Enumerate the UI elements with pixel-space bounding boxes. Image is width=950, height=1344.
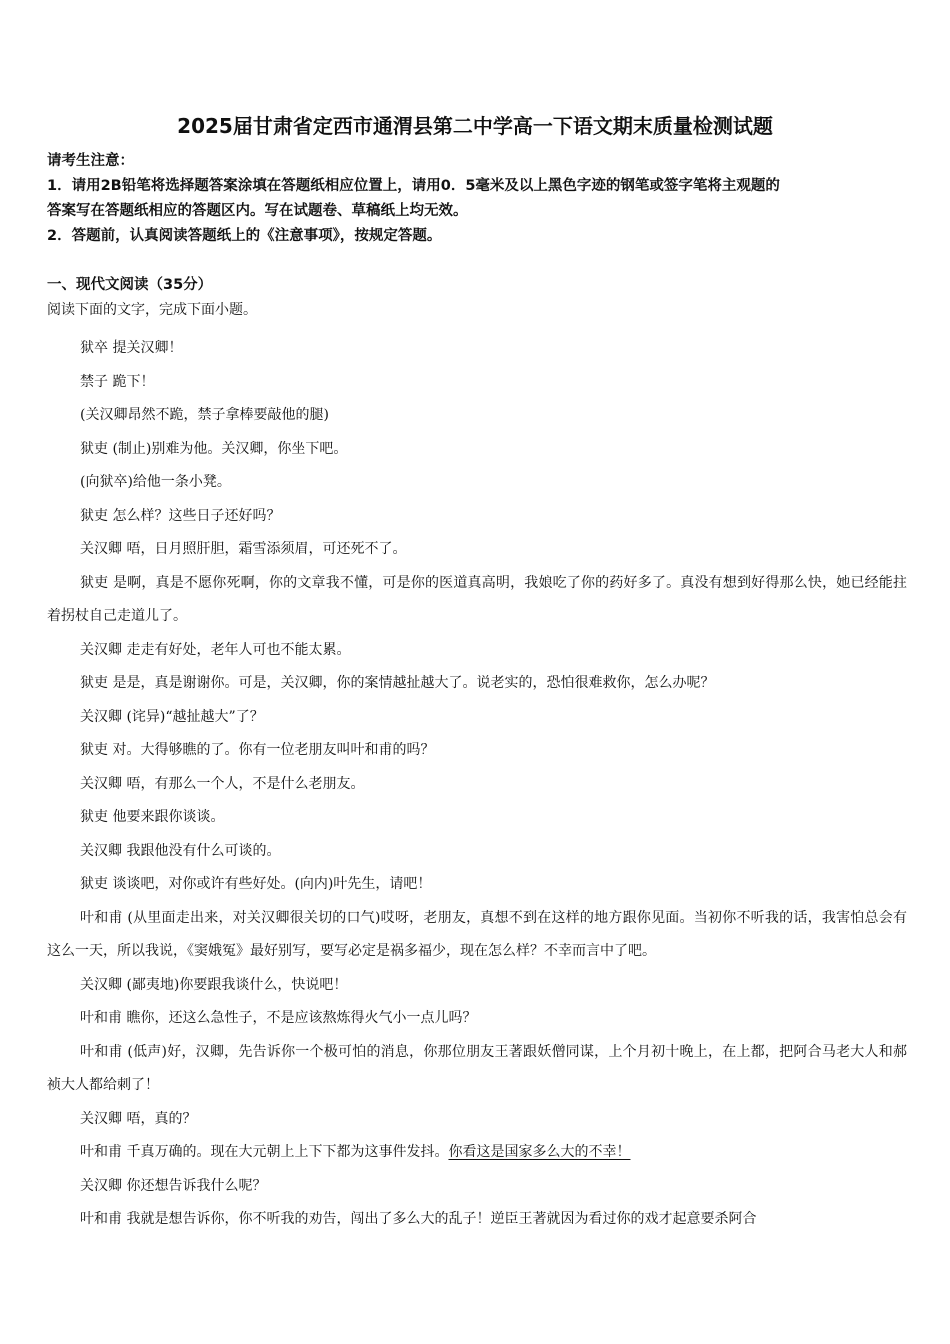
dialogue-line: 狱吏 怎么样？这些日子还好吗？ [80,507,281,524]
dialogue-line: 狱吏 对。大得够瞧的了。你有一位老朋友叫叶和甫的吗？ [80,742,435,758]
dialogue-line: 叶和甫 瞧你，还这么急性子，不是应该熬炼得火气小一点儿吗？ [80,1010,477,1026]
dialogue-line: 关汉卿 唔，有那么一个人，不是什么老朋友。 [80,775,365,792]
notice-item-1-line-2: 答案写在答题纸相应的答题区内。写在试题卷、草稿纸上均无效。 [47,203,468,219]
stage-direction: (向狱卒)给他一条小凳。 [80,474,231,490]
document-title: 2025届甘肃省定西市通渭县第二中学高一下语文期末质量检测试题 [177,114,773,138]
dialogue-line: 叶和甫 (低声)好，汉卿，先告诉你一个极可怕的消息，你那位朋友王著跟妖僧同谋，上个月初十晚上，在上都，把阿合马老大人和郝祯大人都给刺了！ [47,1043,907,1093]
dialogue-line: 狱吏 是啊，真是不愿你死啊，你的文章我不懂，可是你的医道真高明，我娘吃了你的药好多了。真没有想到好得那么快，她已经能拄着拐杖自己走道儿了。 [47,574,907,624]
notice-item-1-line-1: 1．请用2B铅笔将选择题答案涂填在答题纸相应位置上，请用0．5毫米及以上黑色字迹的钢笔或签字笔将主观题的 [47,178,780,194]
stage-direction: (关汉卿昂然不跪，禁子拿棒要敲他的腿) [80,407,329,423]
exam-notice [47,149,907,249]
dialogue-line: 叶和甫 (从里面走出来，对关汉卿很关切的口气)哎呀，老朋友，真想不到在这样的地方跟你见面。当初你不听我的话，我害怕总会有这么一天，所以我说，《窦娥冤》最好别写，要写必定是祸多福少，现在怎么样？不幸而言中了吧。 [47,909,907,959]
dialogue-line: 叶和甫 我就是想告诉你，你不听我的劝告，闯出了多么大的乱子！逆臣王著就因为看过你的戏才起意要杀阿合 [80,1211,757,1227]
dialogue-line-with-underline [47,1136,907,1170]
section-instruction: 阅读下面的文字，完成下面小题。 [47,302,257,318]
dialogue-line: 关汉卿 我跟他没有什么可谈的。 [80,842,281,859]
dialogue-line: 关汉卿 (诧异)“越扯越大”了？ [80,708,264,725]
dialogue-line: 关汉卿 (鄙夷地)你要跟我谈什么，快说吧！ [80,976,348,993]
dialogue-line: 关汉卿 你还想告诉我什么呢？ [80,1177,267,1194]
dialogue-line: 关汉卿 走走有好处，老年人可也不能太累。 [80,641,351,658]
section-heading: 一、现代文阅读（35分） [47,277,213,293]
dialogue-line: 狱吏 是是，真是谢谢你。可是，关汉卿，你的案情越扯越大了。说老实的，恐怕很难救你，怎么办呢？ [80,675,715,691]
dialogue-line: 狱卒 提关汉卿！ [80,340,183,356]
dialogue-line: 狱吏 (制止)别难为他。关汉卿，你坐下吧。 [80,440,348,457]
notice-heading: 请考生注意： [47,153,134,169]
notice-item-2: 2．答题前，认真阅读答题纸上的《注意事项》，按规定答题。 [47,228,442,244]
dialogue-line: 禁子 跪下！ [80,373,155,390]
underlined-sentence: 你看这是国家多么大的不幸！ [448,1144,631,1160]
dialogue-text: 叶和甫 千真万确的。现在大元朝上上下下都为这事件发抖。 [80,1144,449,1160]
dialogue-line: 狱吏 谈谈吧，对你或许有些好处。(向内)叶先生，请吧！ [80,876,432,892]
drama-passage [47,332,907,1237]
dialogue-line: 狱吏 他要来跟你谈谈。 [80,809,225,825]
dialogue-line: 关汉卿 唔，真的？ [80,1110,197,1127]
dialogue-line: 关汉卿 唔，日月照肝胆，霜雪添须眉，可还死不了。 [80,541,407,557]
